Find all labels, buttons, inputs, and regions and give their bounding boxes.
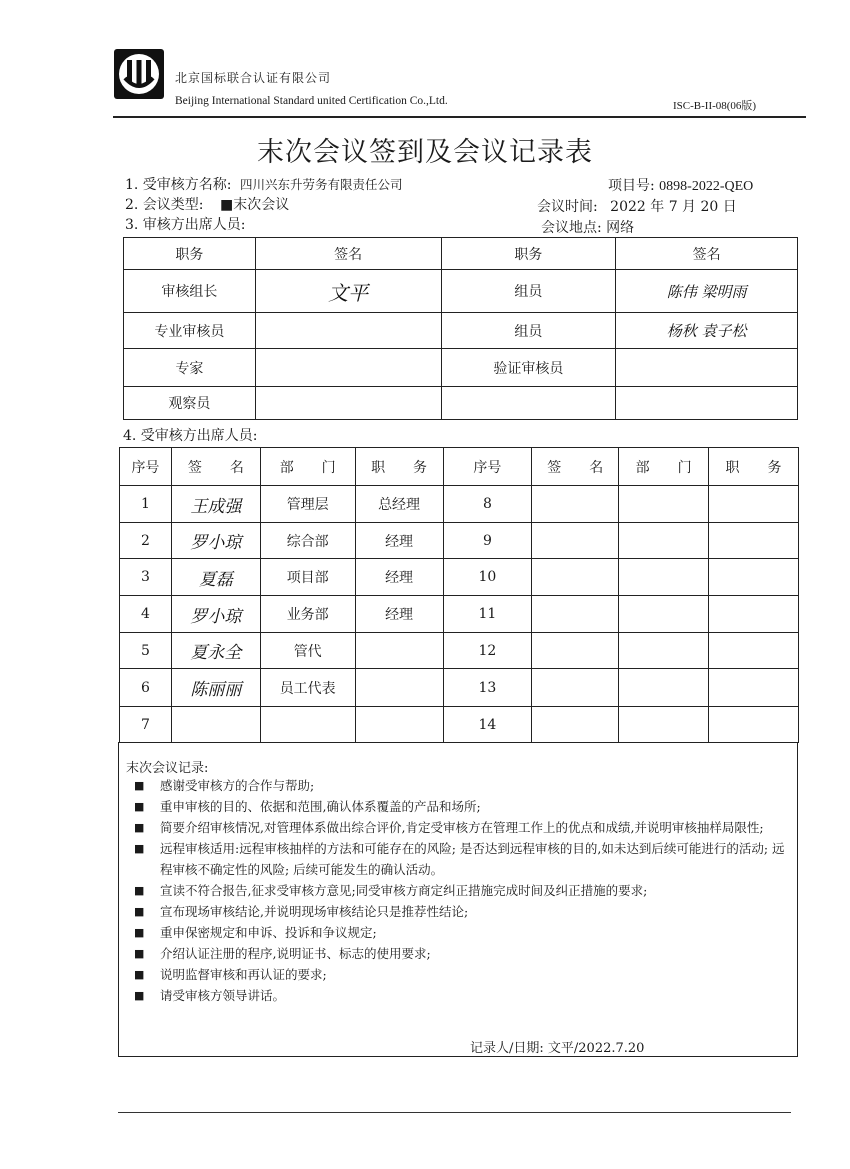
list-item: ■ 感谢受审核方的合作与帮助;	[130, 775, 790, 796]
header-position: 职 务	[355, 448, 443, 486]
meeting-time-value: 2022 年 7 月 20 日	[610, 199, 737, 215]
list-item: ■ 重申保密规定和申诉、投诉和争议规定;	[130, 922, 790, 943]
no-cell: 11	[443, 596, 532, 633]
auditee-attendance-table	[119, 447, 799, 743]
list-item: ■ 重申审核的目的、依据和范围,确认体系覆盖的产品和场所;	[130, 796, 790, 817]
auditee-value: 四川兴东升劳务有限责任公司	[239, 177, 403, 192]
position-cell: 总经理	[355, 486, 443, 523]
signature-cell	[532, 486, 619, 523]
company-name-en: Beijing International Standard united Certification Co.,Ltd.	[175, 95, 448, 107]
table-row	[124, 349, 798, 387]
position-cell: 经理	[355, 523, 443, 559]
project-label: 项目号:	[608, 178, 655, 194]
signature-cell: 陈丽丽	[171, 669, 260, 707]
no-cell: 1	[120, 486, 172, 523]
location-line	[541, 217, 634, 237]
role-cell: 组员	[441, 270, 616, 313]
auditor-section-label: 3. 审核方出席人员:	[125, 217, 246, 233]
auditee-section-label: 4. 受审核方出席人员:	[123, 428, 258, 444]
table-header-row	[124, 238, 798, 270]
meeting-type-line	[125, 194, 289, 214]
department-cell	[619, 559, 709, 596]
auditor-attendance-table	[123, 237, 798, 420]
department-cell: 综合部	[260, 523, 355, 559]
position-cell	[709, 596, 799, 633]
position-cell	[355, 633, 443, 669]
signature-cell: 夏磊	[171, 559, 260, 596]
table-row	[124, 313, 798, 349]
department-cell: 业务部	[260, 596, 355, 633]
no-cell: 12	[443, 633, 532, 669]
no-cell: 14	[443, 707, 532, 743]
list-item: ■ 请受审核方领导讲话。	[130, 985, 790, 1006]
header-position: 职 务	[709, 448, 799, 486]
position-cell	[709, 669, 799, 707]
header-role: 职务	[124, 238, 256, 270]
signature-cell	[255, 313, 441, 349]
location-value: 网络	[606, 220, 635, 236]
role-cell: 专业审核员	[124, 313, 256, 349]
list-item: ■ 介绍认证注册的程序,说明证书、标志的使用要求;	[130, 943, 790, 964]
meeting-time-label: 会议时间:	[537, 199, 598, 215]
company-logo	[113, 48, 165, 100]
department-cell	[619, 523, 709, 559]
department-cell: 员工代表	[260, 669, 355, 707]
form-code: ISC-B-II-08(06版)	[673, 100, 757, 112]
list-item: ■ 简要介绍审核情况,对管理体系做出综合评价,肯定受审核方在管理工作上的优点和成绩,并说明审核抽样局限性;	[130, 817, 790, 838]
header-no: 序号	[120, 448, 172, 486]
role-cell: 审核组长	[124, 270, 256, 313]
signature-cell	[532, 633, 619, 669]
table-row	[120, 596, 799, 633]
meeting-type-label: 2. 会议类型:	[125, 197, 204, 213]
no-cell: 10	[443, 559, 532, 596]
position-cell	[709, 707, 799, 743]
no-cell: 2	[120, 523, 172, 559]
position-cell	[355, 707, 443, 743]
signature-cell	[255, 387, 441, 420]
no-cell: 8	[443, 486, 532, 523]
position-cell	[709, 486, 799, 523]
list-item: ■ 说明监督审核和再认证的要求;	[130, 964, 790, 985]
department-cell	[619, 707, 709, 743]
department-cell: 管代	[260, 633, 355, 669]
position-cell: 经理	[355, 559, 443, 596]
signature-cell	[532, 559, 619, 596]
project-line	[608, 175, 753, 195]
position-cell	[355, 669, 443, 707]
auditee-line	[125, 174, 403, 194]
header-no: 序号	[443, 448, 532, 486]
position-cell	[709, 559, 799, 596]
department-cell: 项目部	[260, 559, 355, 596]
header-role: 职务	[441, 238, 616, 270]
table-row	[120, 669, 799, 707]
header-signature: 签名	[616, 238, 798, 270]
department-cell	[619, 596, 709, 633]
auditee-label: 1. 受审核方名称:	[125, 177, 232, 193]
company-name-cn: 北京国标联合认证有限公司	[175, 71, 332, 85]
signature-cell	[532, 669, 619, 707]
table-row	[124, 270, 798, 313]
recorder-line: 记录人/日期: 文平/2022.7.20	[470, 1041, 645, 1056]
page-title: 末次会议签到及会议记录表	[257, 137, 593, 168]
signature-cell: 王成强	[171, 486, 260, 523]
department-cell	[619, 669, 709, 707]
meeting-type-value: ■末次会议	[219, 197, 290, 213]
table-header-row	[120, 448, 799, 486]
location-label: 会议地点:	[541, 220, 602, 236]
footer-rule	[118, 1112, 791, 1113]
no-cell: 4	[120, 596, 172, 633]
notes-list	[130, 775, 790, 1006]
role-cell: 组员	[441, 313, 616, 349]
role-cell: 观察员	[124, 387, 256, 420]
signature-cell: 罗小琼	[171, 523, 260, 559]
department-cell	[619, 486, 709, 523]
list-item: ■ 宣读不符合报告,征求受审核方意见;同受审核方商定纠正措施完成时间及纠正措施的要求;	[130, 880, 790, 901]
signature-cell	[532, 707, 619, 743]
list-item: ■ 远程审核适用:远程审核抽样的方法和可能存在的风险; 是否达到远程审核的目的,如未达到后续可能进行的活动; 远程审核不确定性的风险; 后续可能发生的确认活动。	[130, 838, 790, 880]
role-cell	[441, 387, 616, 420]
table-row	[120, 707, 799, 743]
project-value: 0898-2022-QEO	[659, 179, 754, 194]
position-cell	[709, 633, 799, 669]
signature-cell	[171, 707, 260, 743]
header-rule	[113, 116, 806, 118]
signature-cell: 罗小琼	[171, 596, 260, 633]
signature-cell	[532, 523, 619, 559]
position-cell: 经理	[355, 596, 443, 633]
notes-title: 末次会议记录:	[126, 761, 209, 776]
no-cell: 3	[120, 559, 172, 596]
header-department: 部 门	[260, 448, 355, 486]
table-row	[120, 486, 799, 523]
no-cell: 13	[443, 669, 532, 707]
header-department: 部 门	[619, 448, 709, 486]
header-signature: 签 名	[532, 448, 619, 486]
meeting-time-line	[537, 196, 737, 216]
signature-cell: 夏永全	[171, 633, 260, 669]
signature-cell: 杨秋 袁子松	[616, 313, 798, 349]
department-cell: 管理层	[260, 486, 355, 523]
signature-cell	[255, 349, 441, 387]
role-cell: 专家	[124, 349, 256, 387]
no-cell: 9	[443, 523, 532, 559]
signature-cell: 陈伟 梁明雨	[616, 270, 798, 313]
department-cell	[619, 633, 709, 669]
signature-cell	[616, 349, 798, 387]
table-row	[120, 559, 799, 596]
table-row	[124, 387, 798, 420]
no-cell: 6	[120, 669, 172, 707]
header-signature: 签 名	[171, 448, 260, 486]
role-cell: 验证审核员	[441, 349, 616, 387]
signature-cell: 文平	[255, 270, 441, 313]
signature-cell	[532, 596, 619, 633]
department-cell	[260, 707, 355, 743]
no-cell: 5	[120, 633, 172, 669]
position-cell	[709, 523, 799, 559]
header-signature: 签名	[255, 238, 441, 270]
no-cell: 7	[120, 707, 172, 743]
list-item: ■ 宣布现场审核结论,并说明现场审核结论只是推荐性结论;	[130, 901, 790, 922]
table-row	[120, 633, 799, 669]
table-row	[120, 523, 799, 559]
signature-cell	[616, 387, 798, 420]
